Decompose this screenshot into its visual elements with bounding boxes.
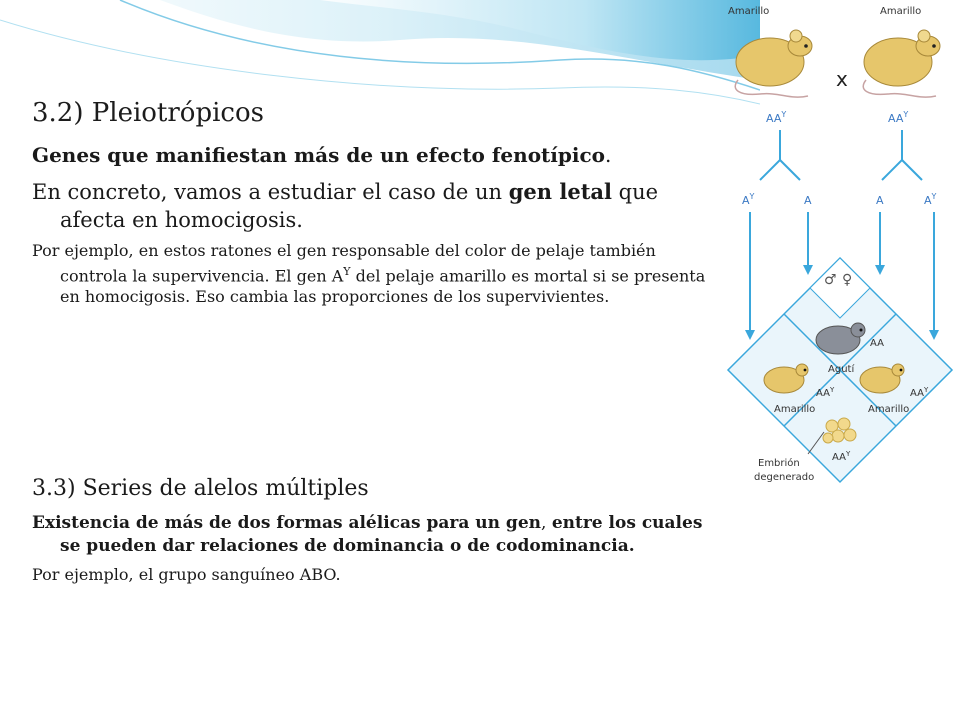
multiple-alleles-definition [32,512,722,558]
parent-left-label: Amarillo [728,6,770,17]
intro-post: que afecta en homocigosis. [60,180,659,232]
cell-top-genotype: AA [870,338,884,349]
cell-bottom-genotype: $AA^Y$ [832,450,851,463]
gamete-1: $A^Y$ [742,192,755,207]
section-title-pleiotropy: 3.2) Pleiotrópicos [32,98,264,128]
example-superscript: Y [343,265,351,278]
cell-right-label: Amarillo [868,404,910,415]
multiple-alleles-section [32,476,722,586]
embryo-label-line2: degenerado [754,472,815,483]
cell-left-label: Amarillo [774,404,816,415]
alleles-tail: entre los cuales se pueden dar relaciones de dominancia o de codominancia. [60,513,703,556]
example-part2: del pelaje amarillo es mortal si se presenta en homocigosis. Eso cambia las proporciones de los supervivientes. [60,266,706,307]
gamete-2: A [804,194,812,207]
cell-top-label: Agutí [828,364,855,375]
pleiotropy-definition [32,142,722,168]
intro-pre: En concreto, vamos a estudiar el caso de un [32,180,509,204]
example-part1: Por ejemplo, en estos ratones el gen responsable del color de pelaje también controla la supervivencia. El gen A [32,241,656,286]
pleiotropy-intro [32,178,722,234]
section-title-multiple-alleles: 3.3) Series de alelos múltiples [32,476,369,501]
cross-symbol: x [836,67,848,91]
pleiotropy-section [32,98,722,307]
parent-right-genotype: $AA^Y$ [888,110,909,125]
multiple-alleles-example: Por ejemplo, el grupo sanguíneo ABO. [32,565,341,584]
parent-right-label: Amarillo [880,6,922,17]
cell-left-genotype: $AA^Y$ [816,386,835,399]
embryo-label-line1: Embrión [758,458,800,469]
parent-left-genotype: $AA^Y$ [766,110,787,125]
intro-bold: gen letal [508,179,612,204]
alleles-sep: , [541,513,552,533]
definition-punct: . [604,143,612,167]
mouse-cross-figure [720,0,960,500]
parent-right-mouse-illustration [863,30,940,97]
gamete-4: $A^Y$ [924,192,937,207]
header-wave-decoration [0,0,760,110]
male-symbol: ♂ [824,272,837,288]
pleiotropy-example [32,240,722,307]
alleles-bold: Existencia de más de dos formas alélicas para un gen [32,513,541,533]
cell-right-genotype: $AA^Y$ [910,386,929,399]
female-symbol: ♀ [842,272,853,288]
definition-text: Genes que manifiestan más de un efecto fenotípico [32,143,605,167]
gamete-3: A [876,194,884,207]
parent-left-mouse-illustration [735,30,812,97]
